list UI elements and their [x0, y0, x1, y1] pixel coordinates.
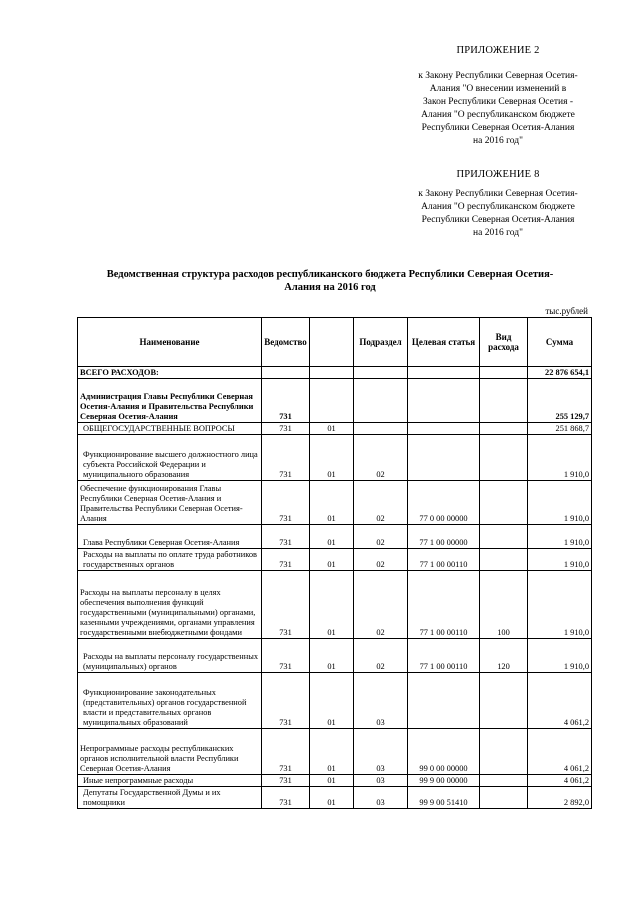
cell-sum: 1 910,0 [528, 639, 592, 673]
table-body [78, 367, 592, 809]
cell-subsection: 02 [354, 481, 408, 525]
cell-section: 01 [310, 775, 354, 787]
cell-section: 01 [310, 525, 354, 549]
cell-subsection: 03 [354, 729, 408, 775]
cell-department: 731 [262, 673, 310, 729]
cell-department: 731 [262, 549, 310, 571]
cell-sum: 1 910,0 [528, 549, 592, 571]
cell-subsection: 02 [354, 435, 408, 481]
cell-department: 731 [262, 775, 310, 787]
cell-subsection: 03 [354, 673, 408, 729]
cell-subsection: 02 [354, 639, 408, 673]
cell-name: ОБЩЕГОСУДАРСТВЕННЫЕ ВОПРОСЫ [78, 423, 262, 435]
cell-target-article: 77 1 00 00110 [408, 549, 480, 571]
cell-section: 01 [310, 571, 354, 639]
appendix-8-title: ПРИЛОЖЕНИЕ 8 [456, 169, 540, 180]
table-row [78, 367, 592, 379]
cell-expense-type [480, 379, 528, 423]
cell-name: Глава Республики Северная Осетия-Алания [78, 525, 262, 549]
cell-name: ВСЕГО РАСХОДОВ: [78, 367, 262, 379]
cell-subsection: 03 [354, 775, 408, 787]
table-row [78, 435, 592, 481]
document-title [80, 268, 580, 294]
cell-department: 731 [262, 729, 310, 775]
cell-expense-type [480, 673, 528, 729]
table-row [78, 379, 592, 423]
cell-target-article [408, 423, 480, 435]
appendix-8-reference [400, 188, 596, 240]
cell-target-article: 77 1 00 00000 [408, 525, 480, 549]
appendix-2-line: Алания "О внесении изменений в [429, 84, 567, 94]
cell-department: 731 [262, 379, 310, 423]
cell-target-article [408, 673, 480, 729]
cell-expense-type [480, 549, 528, 571]
table-row [78, 481, 592, 525]
cell-target-article: 77 1 00 00110 [408, 639, 480, 673]
header-target-article: Целевая статья [408, 318, 480, 367]
appendix-2-title: ПРИЛОЖЕНИЕ 2 [456, 45, 540, 56]
table-row [78, 787, 592, 809]
appendix-8-line: Алания "О республиканском бюджете [421, 202, 575, 212]
cell-name: Иные непрограммные расходы [78, 775, 262, 787]
cell-subsection [354, 379, 408, 423]
cell-expense-type: 100 [480, 571, 528, 639]
cell-department: 731 [262, 525, 310, 549]
cell-expense-type [480, 367, 528, 379]
cell-department: 731 [262, 423, 310, 435]
cell-sum: 4 061,2 [528, 673, 592, 729]
cell-expense-type [480, 423, 528, 435]
cell-section: 01 [310, 549, 354, 571]
cell-subsection: 02 [354, 549, 408, 571]
header-department: Ведомство [262, 318, 310, 367]
header-sum: Сумма [528, 318, 592, 367]
cell-sum: 22 876 654,1 [528, 367, 592, 379]
cell-subsection [354, 423, 408, 435]
cell-name: Депутаты Государственной Думы и их помощники [78, 787, 262, 809]
cell-name: Расходы на выплаты персоналу государственных (муниципальных) органов [78, 639, 262, 673]
cell-expense-type [480, 435, 528, 481]
cell-expense-type [480, 481, 528, 525]
cell-department: 731 [262, 639, 310, 673]
cell-expense-type [480, 525, 528, 549]
table-row [78, 571, 592, 639]
cell-target-article [408, 379, 480, 423]
cell-target-article: 77 0 00 00000 [408, 481, 480, 525]
cell-sum: 1 910,0 [528, 525, 592, 549]
cell-target-article: 99 9 00 51410 [408, 787, 480, 809]
cell-sum: 4 061,2 [528, 729, 592, 775]
cell-sum: 255 129,7 [528, 379, 592, 423]
cell-expense-type [480, 729, 528, 775]
appendix-2-line: на 2016 год" [473, 136, 523, 146]
cell-sum: 1 910,0 [528, 481, 592, 525]
cell-section: 01 [310, 481, 354, 525]
cell-subsection [354, 367, 408, 379]
cell-name: Функционирование законодательных (представительных) органов государственной власти и представительных органов муниципальных образований [78, 673, 262, 729]
cell-expense-type [480, 775, 528, 787]
cell-name: Расходы на выплаты персоналу в целях обеспечения выполнения функций государственными (муниципальными) органами, казенными учреждениями, органами управления государственными внебюджетными фондами [78, 571, 262, 639]
cell-name: Обеспечение функционирования Главы Республики Северная Осетия-Алания и Правительства Республики Северная Осетия-Алания [78, 481, 262, 525]
cell-section: 01 [310, 435, 354, 481]
appendix-2-line: Закон Республики Северная Осетия - [422, 97, 573, 107]
cell-section: 01 [310, 423, 354, 435]
cell-sum: 251 868,7 [528, 423, 592, 435]
header-expense-type: Вид расхода [480, 318, 528, 367]
header-name: Наименование [78, 318, 262, 367]
appendix-2-line: к Закону Республики Северная Осетия- [418, 71, 578, 81]
appendix-8-line: на 2016 год" [473, 228, 523, 238]
document-title-line-2: Алания на 2016 год [284, 282, 376, 293]
cell-name: Администрация Главы Республики Северная Осетия-Алания и Правительства Республики Северная Осетия-Алания [78, 379, 262, 423]
cell-department: 731 [262, 787, 310, 809]
budget-table [77, 317, 592, 809]
cell-section: 01 [310, 787, 354, 809]
cell-target-article: 99 0 00 00000 [408, 729, 480, 775]
appendix-8-line: Республики Северная Осетия-Алания [421, 215, 575, 225]
cell-target-article: 77 1 00 00110 [408, 571, 480, 639]
cell-name: Расходы на выплаты по оплате труда работников государственных органов [78, 549, 262, 571]
table-row [78, 673, 592, 729]
cell-section: 01 [310, 673, 354, 729]
cell-sum: 4 061,2 [528, 775, 592, 787]
header-subsection: Подраздел [354, 318, 408, 367]
document-title-line-1: Ведомственная структура расходов республиканского бюджета Республики Северная Осетия- [106, 269, 554, 280]
cell-subsection: 02 [354, 571, 408, 639]
cell-expense-type: 120 [480, 639, 528, 673]
cell-department: 731 [262, 435, 310, 481]
appendix-2-line: Республики Северная Осетия-Алания [421, 123, 575, 133]
header-section [310, 318, 354, 367]
cell-sum: 2 892,0 [528, 787, 592, 809]
cell-department: 731 [262, 481, 310, 525]
table-row [78, 729, 592, 775]
cell-target-article: 99 9 00 00000 [408, 775, 480, 787]
cell-name: Функционирование высшего должностного лица субъекта Российской Федерации и муниципального образования [78, 435, 262, 481]
cell-target-article [408, 367, 480, 379]
cell-expense-type [480, 787, 528, 809]
cell-department: 731 [262, 571, 310, 639]
cell-section [310, 367, 354, 379]
table-row [78, 525, 592, 549]
table-row [78, 639, 592, 673]
cell-name: Непрограммные расходы республиканских органов исполнительной власти Республики Северная Осетия-Алания [78, 729, 262, 775]
table-row [78, 775, 592, 787]
cell-department [262, 367, 310, 379]
cell-subsection: 02 [354, 525, 408, 549]
unit-label: тыс.рублей [545, 306, 588, 316]
cell-subsection: 03 [354, 787, 408, 809]
appendix-2-reference [400, 70, 596, 148]
appendix-2-line: Алания "О республиканском бюджете [421, 110, 575, 120]
cell-sum: 1 910,0 [528, 435, 592, 481]
table-row [78, 423, 592, 435]
cell-sum: 1 910,0 [528, 571, 592, 639]
cell-section: 01 [310, 729, 354, 775]
appendix-8-line: к Закону Республики Северная Осетия- [418, 189, 578, 199]
table-header-row [78, 318, 592, 367]
cell-section: 01 [310, 639, 354, 673]
table-row [78, 549, 592, 571]
cell-section [310, 379, 354, 423]
cell-target-article [408, 435, 480, 481]
